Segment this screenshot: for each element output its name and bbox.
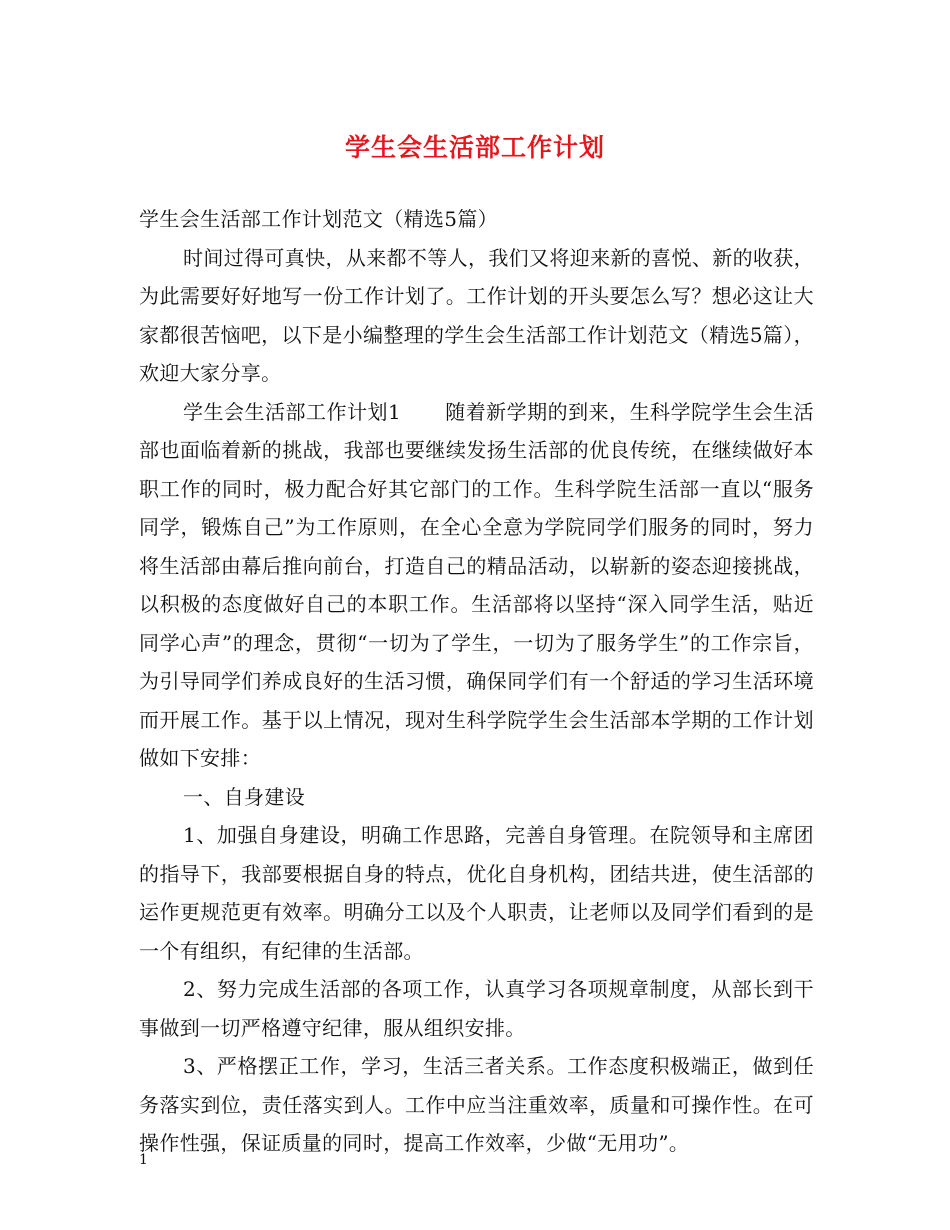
document-body: [139, 200, 814, 1163]
list-item-2: 2、努力完成生活部的各项工作，认真学习各项规章制度，从部长到干事做到一切严格遵守纪律，服从组织安排。: [139, 977, 814, 1040]
plan1-paragraph: [139, 393, 814, 778]
list-item-1: 1、加强自身建设，明确工作思路，完善自身管理。在院领导和主席团的指导下，我部要根据自身的特点，优化自身机构，团结共进，使生活部的运作更规范更有效率。明确分工以及个人职责，让老师以及同学们看到的是一个有组织，有纪律的生活部。: [139, 823, 814, 963]
page-number: 1: [139, 1152, 148, 1168]
subtitle-paragraph: 学生会生活部工作计划范文（精选5篇）: [139, 207, 499, 231]
plan1-text: 随着新学期的到来，生科学院学生会生活部也面临着新的挑战，我部也要继续发扬生活部的优良传统，在继续做好本职工作的同时，极力配合好其它部门的工作。生科学院生活部一直以“服务同学，锻炼自己”为工作原则，在全心全意为学院同学们服务的同时，努力将生活部由幕后推向前台，打造自己的精品活动，以崭新的姿态迎接挑战，以积极的态度做好自己的本职工作。生活部将以坚持“深入同学生活，贴近同学心声”的理念，贯彻“一切为了学生，一切为了服务学生”的工作宗旨，为引导同学们养成良好的生活习惯，确保同学们有一个舒适的学习生活环境而开展工作。基于以上情况，现对生科学院学生会生活部本学期的工作计划做如下安排：: [139, 399, 814, 770]
intro-paragraph: 时间过得可真快，从来都不等人，我们又将迎来新的喜悦、新的收获，为此需要好好地写一份工作计划了。工作计划的开头要怎么写？想必这让大家都很苦恼吧，以下是小编整理的学生会生活部工作计划范文（精选5篇），欢迎大家分享。: [139, 245, 814, 385]
list-item-3: 3、严格摆正工作，学习，生活三者关系。工作态度积极端正，做到任务落实到位，责任落实到人。工作中应当注重效率，质量和可操作性。在可操作性强，保证质量的同时，提高工作效率，少做“无用功”。: [139, 1054, 814, 1155]
section-heading: 一、自身建设: [183, 784, 306, 809]
plan1-heading: 学生会生活部工作计划1: [183, 399, 402, 424]
document-title: 学生会生活部工作计划: [344, 133, 605, 162]
